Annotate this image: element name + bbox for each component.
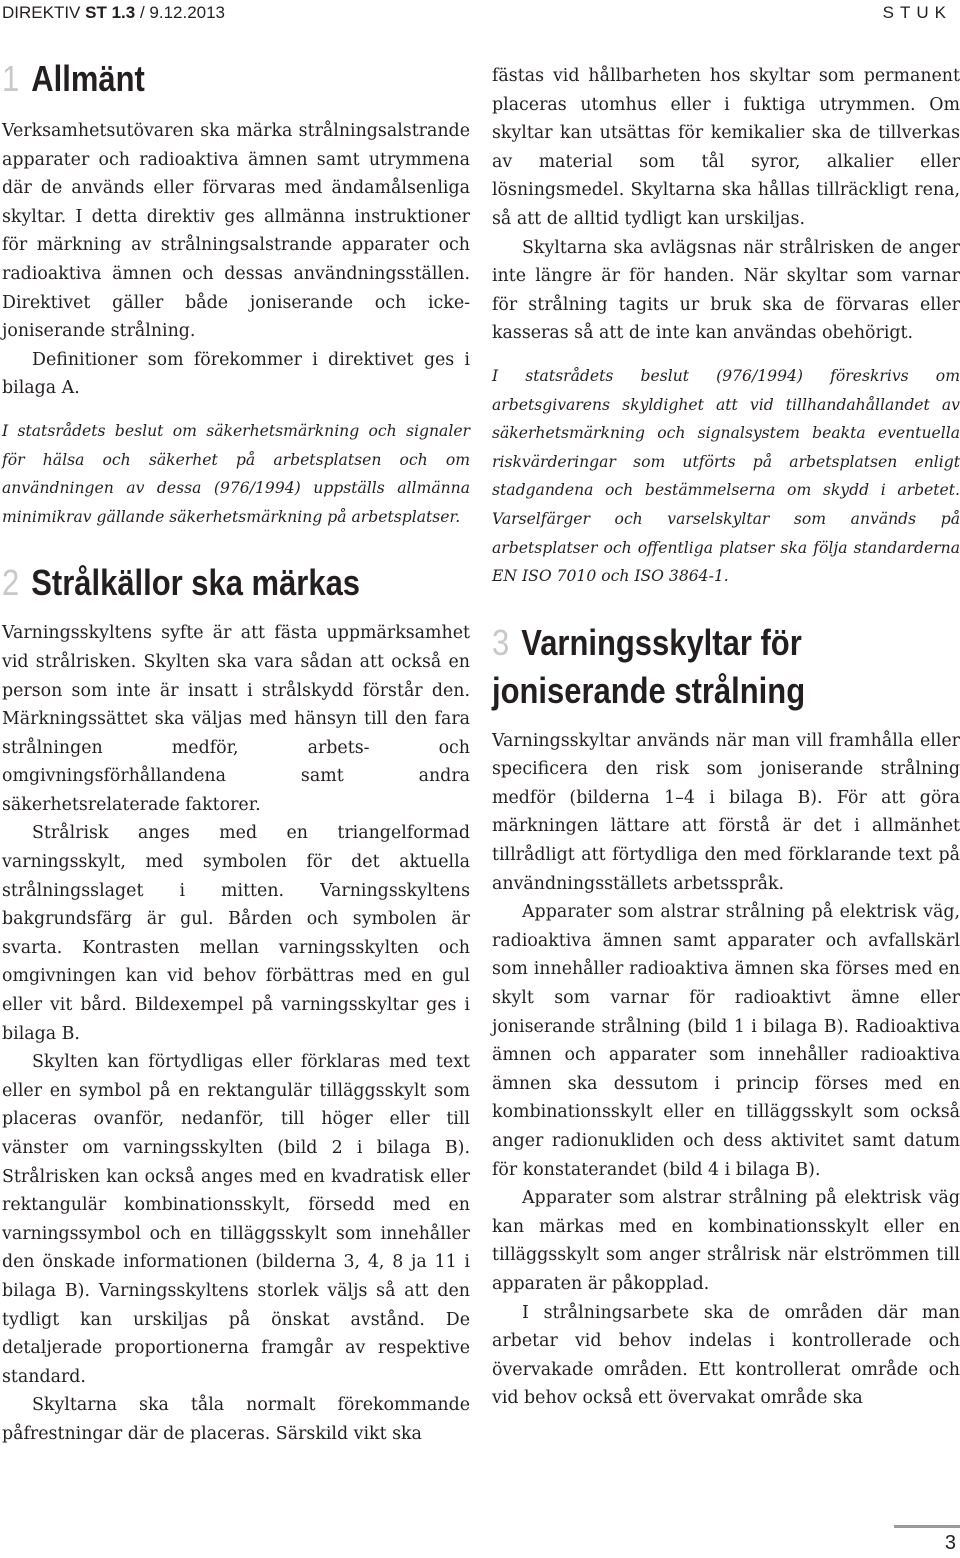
directive-prefix: DIREKTIV [2, 3, 86, 22]
right-column [492, 62, 960, 1413]
section-1-number: 1 [2, 58, 20, 99]
left-paragraph-2: Definitioner som förekommer i direktivet ges i bilaga A. [2, 349, 470, 399]
left-paragraph-5: Skylten kan förtydligas eller förklaras med text eller en symbol på en rektangulär tilläggsskylt som placeras ovanför, nedanför, till höger eller till vänster om varningsskylten (bild 2 i bilaga B). Strålrisken kan också anges med en kvadratisk eller rektangulär kombinationsskylt, försedd med en varningssymbol och en tilläggsskylt som innehåller den önskade informationen (bilderna 3, 4, 8 ja 11 i bilaga B). Varningsskyltens storlek väljs så att den tydligt kan urskiljas på önskat avstånd. De detaljerade proportionerna framgår av respektive standard. [2, 1052, 470, 1387]
section-3-number: 3 [492, 621, 510, 663]
right-paragraph-3: Varningsskyltar används när man vill framhålla eller specificera den risk som joniserande strålning medför (bilderna 1–4 i bilaga B). För att göra märkningen lättare att förstå är det i allmänhet tillrådligt att förtydliga den med förklarande text på användningsställets arbetsspråk. [492, 730, 960, 894]
stuk-label: STUK [882, 3, 952, 22]
directive-code: ST 1.3 [85, 3, 136, 22]
left-column [2, 55, 470, 1449]
page-header [0, 0, 960, 28]
right-paragraph-5: Apparater som alstrar strålning på elektrisk väg kan märkas med en kombinationsskylt eller en tilläggsskylt som anger strålrisk när elströmmen till apparaten är påkopplad. [492, 1188, 960, 1294]
section-2-title: Strålkällor ska märkas [31, 562, 361, 604]
section-1-title: Allmänt [31, 58, 145, 99]
section-2-number: 2 [2, 562, 20, 604]
directive-label [2, 3, 225, 23]
right-paragraph-6: I strålningsarbete ska de områden där man arbetar vid behov indelas i kontrollerade och övervakade områden. Ett kontrollerat område och vid behov också ett övervakat område ska [492, 1302, 960, 1409]
left-paragraph-1: Verksamhetsutövaren ska märka strålningsalstrande apparater och radioaktiva ämnen samt utrymmena där de används eller förvaras med ändamålsenliga skyltar. I detta direktiv ges allmänna instruktioner för märkning av strålningsalstrande apparater och radioaktiva ämnen och dessas användningsställen. Direktivet gäller både joniserande och icke-joniserande strålning. [2, 121, 470, 342]
left-paragraph-4: Strålrisk anges med en triangelformad varningsskylt, med symbolen för det aktuella strålningsslaget i mitten. Varningsskyltens bakgrundsfärg är gul. Bården och symbolen är svarta. Kontrasten mellan varningsskylten och omgivningen kan vid behov förbättras med en gul eller vit bård. Bildexempel på varningsskyltar ges i bilaga B. [2, 823, 470, 1044]
left-paragraph-3: Varningsskyltens syfte är att fästa uppmärksamhet vid strålrisken. Skylten ska vara sådan att också en person som inte är insatt i strålskydd förstår den. Märkningssättet ska väljas med hänsyn till den fara strålningen medför, arbets- och omgivningsförhållandena samt andra säkerhetsrelaterade faktorer. [2, 623, 470, 815]
section-1-heading [2, 55, 522, 103]
right-paragraph-4: Apparater som alstrar strålning på elektrisk väg, radioaktiva ämnen samt apparater och avfallskärl som innehåller radioaktiva ämnen ska förses med en skylt som varnar för radioaktivt ämne eller joniserande strålning (bild 1 i bilaga B). Radioaktiva ämnen och apparater som innehåller radioaktiva ämnen ska dessutom i princip förses med en kombinationsskylt eller en tilläggsskylt som också anger radionukliden och dess aktivitet samt datum för konstaterandet (bild 4 i bilaga B). [492, 902, 960, 1180]
footer-rule [894, 1525, 960, 1528]
section-2-heading [2, 559, 522, 607]
section-3-title-line-2: joniserande strålning [492, 669, 806, 711]
section-3-heading [492, 619, 960, 715]
right-note-1: I statsrådets beslut (976/1994) föreskrivs om arbetsgivarens skyldighet att vid tillhandahållandet av säkerhetsmärkning och signalsystem beakta eventuella riskvärderingar som utförts på arbetsplatsen enligt stadgandena och bestämmelserna om skydd i arbetet. Varselfärger och varselskyltar som används på arbetsplatser och offentliga platser ska följa standarderna EN ISO 7010 och ISO 3864-1. [492, 366, 960, 586]
left-paragraph-6: Skyltarna ska tåla normalt förekommande påfrestningar där de placeras. Särskild vikt ska [2, 1395, 470, 1444]
right-paragraph-2: Skyltarna ska avlägsnas när strålrisken de anger inte längre är för handen. När skyltar som varnar för strålning tagits ur bruk ska de förvaras eller kasseras så att de inte kan användas obehörigt. [492, 237, 960, 344]
page-number: 3 [944, 1532, 956, 1554]
right-paragraph-1: fästas vid hållbarheten hos skyltar som permanent placeras utomhus eller i fuktiga utrymmen. Om skyltar kan utsättas för kemikalier ska de tillverkas av material som tål syror, alkalier eller lösningsmedel. Skyltarna ska hållas tillräckligt rena, så att de alltid tydligt kan urskiljas. [492, 66, 960, 229]
directive-date: / 9.12.2013 [135, 3, 226, 22]
left-note-1: I statsrådets beslut om säkerhetsmärkning och signaler för hälsa och säkerhet på arbetsplatsen och om användningen av dessa (976/1994) uppställs allmänna minimikrav gällande säkerhetsmärkning på arbetsplatser. [2, 421, 470, 526]
section-3-title-line-1: Varningsskyltar för [521, 621, 802, 663]
